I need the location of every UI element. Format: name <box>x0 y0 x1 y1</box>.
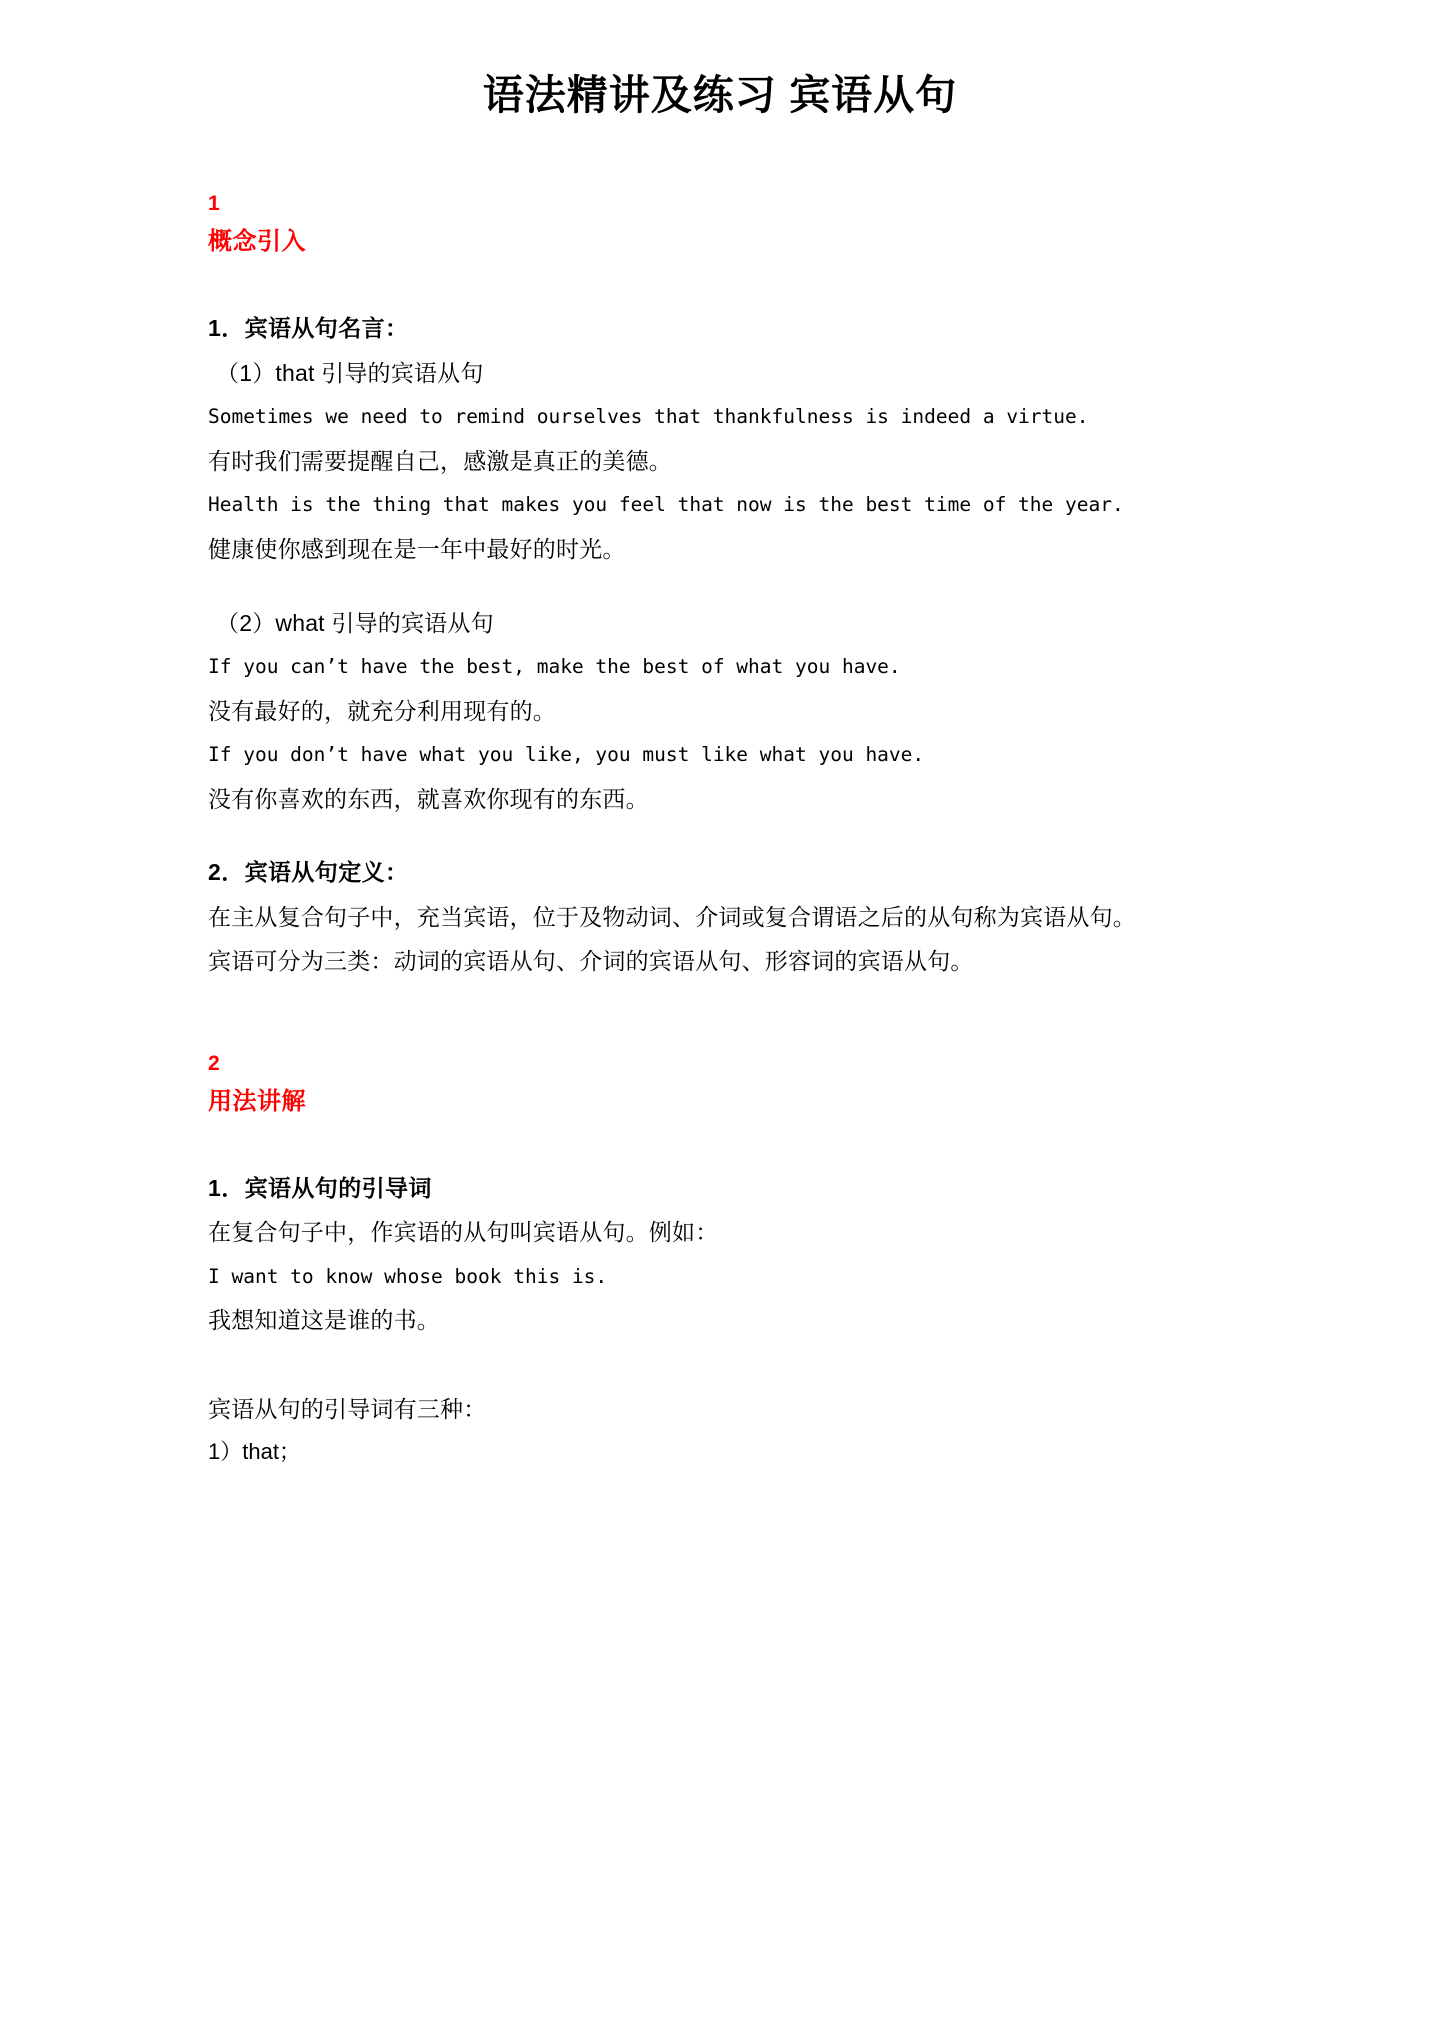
closing-list-item: 1）that； <box>208 1438 301 1464</box>
spacer <box>208 1343 1248 1387</box>
spacer <box>208 1123 1248 1167</box>
definition-line: 在主从复合句子中，充当宾语，位于及物动词、介词或复合谓语之后的从句称为宾语从句。 <box>208 903 1136 930</box>
spacer <box>208 571 1248 601</box>
example-sentence-en: I want to know whose book this is. <box>208 1264 608 1288</box>
explanation-line: 在复合句子中，作宾语的从句叫宾语从句。例如： <box>208 1219 719 1246</box>
closing-block <box>208 1387 1248 1474</box>
sub-heading: 1．宾语从句的引导词 <box>208 1174 432 1201</box>
example-sentence-en: If you don’t have what you like, you must like what you have. <box>208 743 925 767</box>
spacer <box>208 983 1248 1047</box>
section-1-number: 1 <box>208 192 220 216</box>
section-1-heading: 概念引入 <box>208 227 306 255</box>
example-sentence-en: If you can’t have the best, make the best of what you have. <box>208 655 901 678</box>
item-2-1 <box>208 1167 1248 1343</box>
item-1-1 <box>208 307 1248 821</box>
section-2-number: 2 <box>208 1052 220 1076</box>
spacer <box>208 821 1248 851</box>
example-translation-cn: 健康使你感到现在是一年中最好的时光。 <box>208 535 626 562</box>
example-sentence-en: Health is the thing that makes you feel that now is the best time of the year. <box>208 492 1124 516</box>
group-that <box>208 351 1248 571</box>
page-title: 语法精讲及练习 宾语从句 <box>482 72 958 118</box>
group-label: （1）that 引导的宾语从句 <box>216 359 484 386</box>
group-label: （2）what 引导的宾语从句 <box>216 609 494 636</box>
sub-heading: 2．宾语从句定义： <box>208 859 409 886</box>
group-what <box>208 601 1248 821</box>
example-translation-cn: 有时我们需要提醒自己，感激是真正的美德。 <box>208 447 672 474</box>
document-body <box>100 123 1340 1473</box>
spacer <box>208 123 1248 187</box>
section-1 <box>208 187 1248 983</box>
section-2 <box>208 1047 1248 1474</box>
example-translation-cn: 没有你喜欢的东西，就喜欢你现有的东西。 <box>208 785 649 812</box>
definition-line: 宾语可分为三类：动词的宾语从句、介词的宾语从句、形容词的宾语从句。 <box>208 947 974 974</box>
item-1-2 <box>208 851 1248 983</box>
closing-intro: 宾语从句的引导词有三种： <box>208 1395 487 1422</box>
example-translation-cn: 我想知道这是谁的书。 <box>208 1307 440 1334</box>
section-2-heading: 用法讲解 <box>208 1087 306 1115</box>
sub-heading: 1．宾语从句名言： <box>208 314 409 341</box>
example-translation-cn: 没有最好的，就充分利用现有的。 <box>208 697 556 724</box>
example-sentence-en: Sometimes we need to remind ourselves that thankfulness is indeed a virtue. <box>208 404 1089 428</box>
spacer <box>208 263 1248 307</box>
